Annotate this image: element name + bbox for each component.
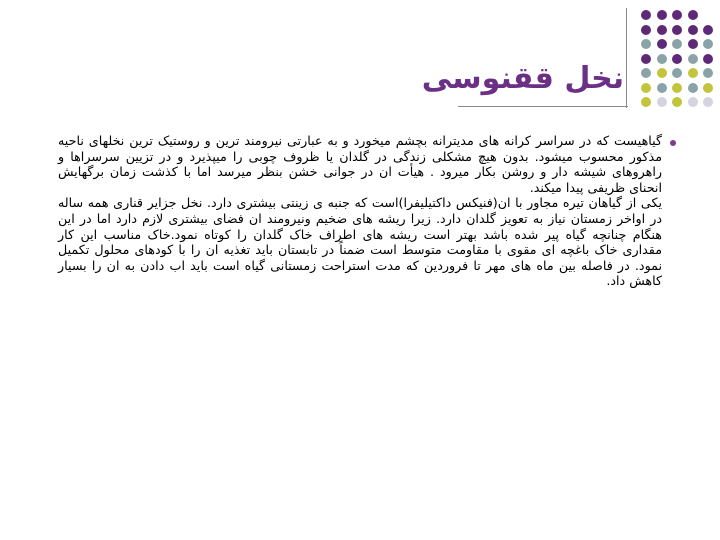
decor-dot: [672, 83, 682, 93]
decor-dot: [703, 68, 713, 78]
decor-dot: [703, 25, 713, 35]
vertical-divider: [626, 8, 627, 108]
body-text: [58, 133, 662, 289]
decor-dot: [688, 83, 698, 93]
decor-dot: [688, 10, 698, 20]
decor-dot: [641, 97, 651, 107]
decor-dot: [657, 39, 667, 49]
decor-dot: [641, 83, 651, 93]
decor-dot: [641, 54, 651, 64]
decor-dot: [641, 10, 651, 20]
decor-dot: [703, 39, 713, 49]
decor-dot: [672, 10, 682, 20]
decor-dot: [672, 97, 682, 107]
decor-dot: [657, 25, 667, 35]
decor-dot: [703, 54, 713, 64]
decor-dot: [703, 83, 713, 93]
decor-dot: [657, 10, 667, 20]
decor-dot: [641, 25, 651, 35]
decor-dot: [641, 39, 651, 49]
body-paragraph-2: یکی از گیاهان تیره مجاور با ان(فنیکس داکتیلیفرا)است که جنبه ی زینتی بیشتری دارد. نخل جزایر قناری همه ساله در اواخر زمستان نیاز به تعویز گلدان دارد. زیرا ریشه های ضخیم ونیرومند ان فضای بیشتری لازم دارد اما در این هنگام چنانچه گیاه پیر شده باشد بهتر است ریشه های اطراف خاک گلدان را کوتاه نمود.خاک مناسب این کار مقداری خاک باغچه ای مقوی با مقاومت متوسط است ضمناً در تابستان باید تغذیه ان را با کودهای محلول تکمیل نمود. در فاصله بین ماه های مهر تا فروردین که مدت استراحت زمستانی گیاه است باید اب دادن به ان را بسیار کاهش داد.: [58, 195, 662, 289]
decor-dot: [688, 39, 698, 49]
bullet-dot-icon: [670, 140, 676, 146]
slide-title: نخل ققنوسی: [421, 61, 624, 96]
bullet-item: [58, 133, 662, 289]
decor-dot: [657, 68, 667, 78]
decor-dot: [688, 54, 698, 64]
decor-dot: [688, 25, 698, 35]
decor-dot: [688, 97, 698, 107]
decor-dot: [672, 39, 682, 49]
decor-dot: [688, 68, 698, 78]
decor-dot: [672, 68, 682, 78]
dot-grid-decoration: [641, 10, 720, 110]
body-paragraph-1: گیاهیست که در سراسر کرانه های مدیترانه بچشم میخورد و به عبارتی نیرومند ترین و روستیک ترین نخلهای ناحیه مذکور محسوب میشود. بدون هیچ مشکلی زندگی در گلدان یا ظروف چوبی را میپذیرد و در تزیین سرسراها و راهروهای شیشه دار و روشن بکار میرود . هیأت ان در جوانی خشن بنظر میرسد اما با کذشت زمان برگهایش انحنای ظریفی پیدا میکند.: [58, 133, 662, 195]
decor-dot: [672, 25, 682, 35]
decor-dot: [703, 97, 713, 107]
decor-dot: [672, 54, 682, 64]
decor-dot: [657, 54, 667, 64]
decor-dot: [703, 10, 713, 20]
decor-dot: [641, 68, 651, 78]
horizontal-divider: [458, 106, 628, 107]
decor-dot: [657, 97, 667, 107]
decor-dot: [657, 83, 667, 93]
